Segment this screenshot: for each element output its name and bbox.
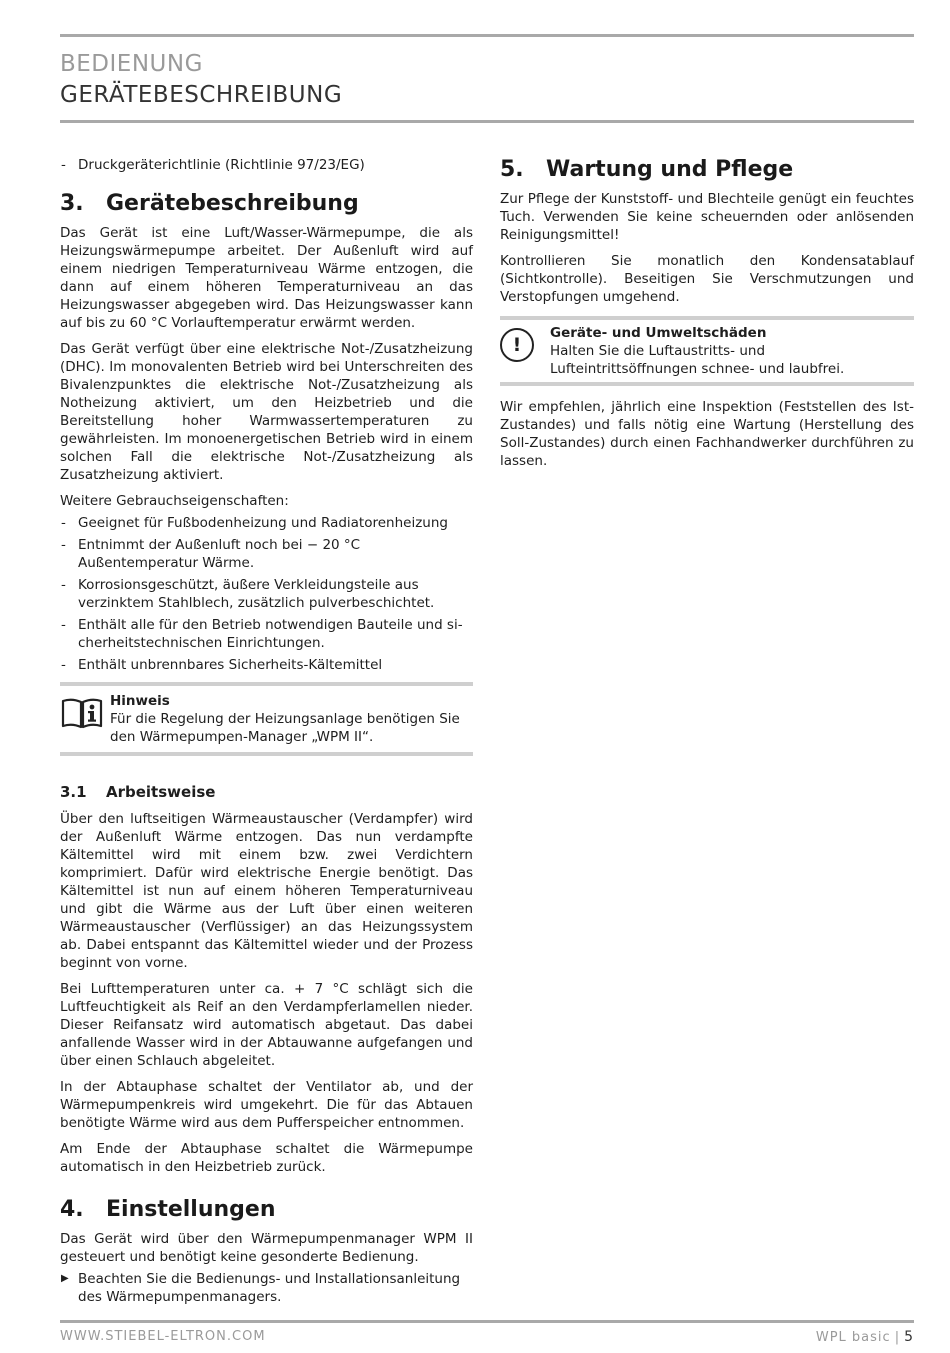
paragraph: Weitere Gebrauchseigenschaften: (60, 493, 289, 509)
section-title: Gerätebeschreibung (106, 191, 359, 216)
footer-product: WPL basic (815, 1330, 891, 1345)
paragraph: Bei Lufttemperaturen unter ca. + 7 °C schlägt sich die Luftfeuchtigkeit als Reif an den Verdampferlamellen nieder. Dieser Reifansatz wird automatisch abgetaut. Das dabei anfallende Wasser wird in der Abtauwanne aufgefangen und über einen Schlauch abgeleitet. (60, 981, 473, 1069)
list-item: - Entnimmt der Außenluft noch bei − 20 °C Außentemperatur Wärme. (60, 536, 473, 572)
right-column (500, 156, 914, 478)
paragraph: Wir empfehlen, jährlich eine Inspektion (Feststellen des Ist-Zustandes) und falls nötig eine Wartung (Herstellung des Soll-Zustandes) durch einen Fachhandwerker durchführen zu lassen. (500, 399, 914, 469)
header-rule (60, 34, 914, 37)
header-divider (60, 120, 914, 123)
paragraph: Über den luftseitigen Wärmeaustauscher (Verdampfer) wird der Außenluft Wärme entzogen. Das nun verdampfte Kältemittel wird mit einem bzw. zwei Verdichtern komprimiert. Dafür wird elektrische Energie benötigt. Das Kältemittel ist nun auf einem höheren Temperaturniveau und gibt die Wärme aus der Luft über einen weiteren Wärmeaustauscher (Verflüssiger) an das Heizungssystem ab. Dabei entspannt das Kältemittel wieder und der Prozess beginnt von vorne. (60, 811, 473, 971)
list-item: - Enthält alle für den Betrieb notwendigen Bauteile und sicherheitstechnischen Einrichtungen. (60, 616, 473, 652)
paragraph: Zur Pflege der Kunststoff- und Blechteile genügt ein feuchtes Tuch. Verwenden Sie keine scheuernden oder anlösenden Reinigungsmittel! (500, 191, 914, 243)
notice-title: Hinweis (110, 693, 170, 709)
section-number: 5. (500, 157, 524, 182)
section-number: 3.1 (60, 783, 87, 801)
notice-text: Halten Sie die Luftaustritts- und Lufteintrittsöffnungen schnee- und laubfrei. (550, 343, 845, 377)
header-section-label: BEDIENUNG (60, 51, 203, 77)
left-column (60, 156, 473, 1306)
directive-list (60, 156, 473, 174)
paragraph: Das Gerät ist eine Luft/Wasser-Wärmepumpe, die als Heizungswärmepumpe arbeitet. Der Außenluft wird auf einem niedrigen Temperaturniveau Wärme entzogen, die dann auf einem höheren Temperaturniveau an das Heizungswasser abgegeben wird. Das Heizungswasser kann auf bis zu 60 °C Vorlauftemperatur erwärmt werden. (60, 225, 473, 331)
footer-rule (60, 1320, 914, 1323)
warning-notice-body (550, 324, 914, 378)
page-number: 5 (904, 1329, 914, 1345)
exclamation-icon: ! (500, 328, 534, 362)
section-title: Wartung und Pflege (546, 157, 794, 182)
warning-notice (500, 316, 914, 386)
section-5-heading (500, 156, 914, 184)
info-notice-body (110, 692, 473, 746)
info-notice (60, 682, 473, 756)
list-item: - Druckgeräterichtlinie (Richtlinie 97/23/EG) (60, 156, 473, 174)
section-number: 3. (60, 191, 84, 216)
list-item: - Enthält unbrennbares Sicherheits-Kältemittel (60, 656, 473, 674)
list-item: - Geeignet für Fußbodenheizung und Radiatorenheizung (60, 514, 473, 532)
paragraph: Das Gerät verfügt über eine elektrische Not-/Zusatzheizung (DHC). Im monovalenten Betrieb wird bei Unterschreiten des Bivalenzpunktes die elektrische Not-/Zusatzheizung als Notheizung aktiviert, um den Heizbetrieb und die Bereitstellung hoher Warmwassertemperaturen zu gewährleisten. Im monoenergetischen Betrieb wird in einem solchen Fall die elektrische Not-/Zusatzheizung als Zusatzheizung aktiviert. (60, 341, 473, 483)
section-title: Arbeitsweise (106, 783, 216, 801)
paragraph: Das Gerät wird über den Wärmepumpenmanager WPM II gesteuert und benötigt keine gesonderte Bedienung. (60, 1231, 473, 1265)
section-4-heading (60, 1196, 473, 1224)
list-item: - Korrosionsgeschützt, äußere Verkleidungsteile aus verzinktem Stahlblech, zusätzlich pulverbeschichtet. (60, 576, 473, 612)
section-title: Einstellungen (106, 1197, 276, 1222)
paragraph: Kontrollieren Sie monatlich den Kondensatablauf (Sichtkontrolle). Beseitigen Sie Verschmutzungen und Verstopfungen umgehend. (500, 253, 914, 305)
page-header (60, 34, 914, 123)
paragraph: In der Abtauphase schaltet der Ventilator ab, und der Wärmepumpenkreis wird umgekehrt. Die für das Abtauen benötigte Wärme wird aus dem Pufferspeicher entnommen. (60, 1079, 473, 1131)
notice-title: Geräte- und Umweltschäden (550, 325, 767, 341)
footer-separator: | (894, 1330, 901, 1345)
instruction-list (60, 1270, 473, 1306)
features-list (60, 514, 473, 674)
section-3-1-heading (60, 782, 473, 802)
manual-info-icon (60, 692, 110, 746)
notice-text: Für die Regelung der Heizungsanlage benötigen Sie den Wärmepumpen-Manager „WPM II“. (110, 711, 460, 745)
section-3-heading (60, 190, 473, 218)
footer-url: WWW.STIEBEL-ELTRON.COM (60, 1329, 266, 1344)
instruction-step: ▶ Beachten Sie die Bedienungs- und Installationsanleitung des Wärmepumpenmanagers. (60, 1270, 473, 1306)
header-page-title: GERÄTEBESCHREIBUNG (60, 82, 343, 108)
page-footer (60, 1320, 914, 1345)
paragraph: Am Ende der Abtauphase schaltet die Wärmepumpe automatisch in den Heizbetrieb zurück. (60, 1141, 473, 1175)
footer-product-page (816, 1329, 914, 1345)
section-number: 4. (60, 1197, 84, 1222)
